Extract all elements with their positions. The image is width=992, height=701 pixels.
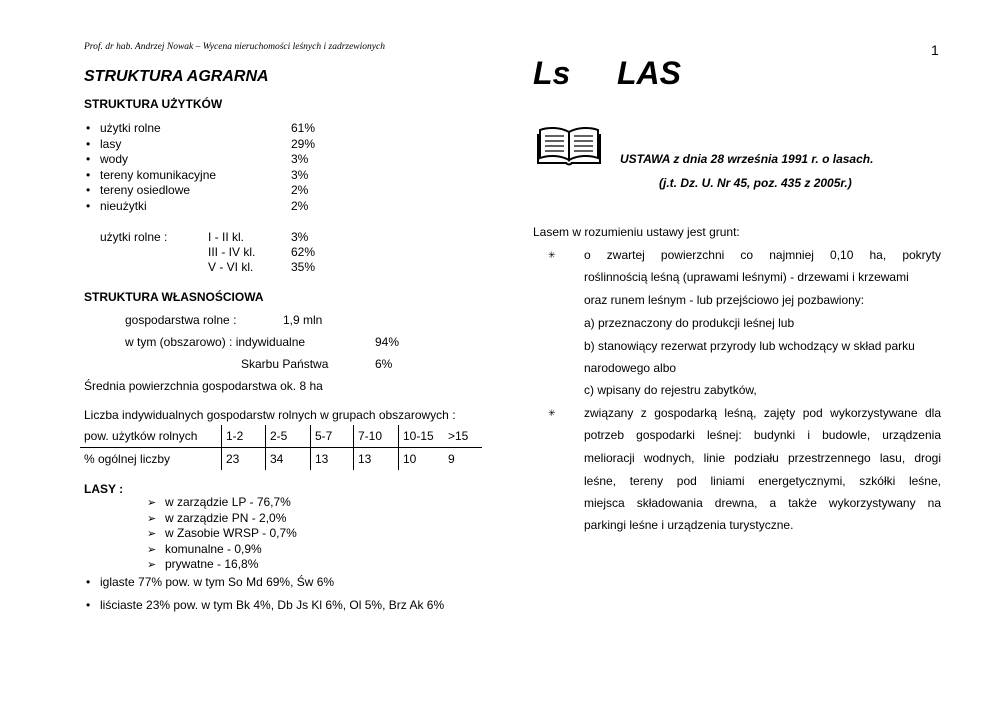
list-item: ➢ w Zasobie WRSP - 0,7% bbox=[147, 526, 297, 542]
asterisk-icon: ✳ bbox=[548, 250, 556, 260]
wtym-label: w tym (obszarowo) : indywidualne bbox=[125, 335, 306, 349]
arrow-icon: ➢ bbox=[147, 512, 157, 525]
definition-line: oraz runem leśnym - lub przejściowo jej pozbawiony: bbox=[584, 293, 865, 307]
table-row bbox=[80, 448, 482, 471]
skarb-label: Skarbu Państwa bbox=[241, 357, 329, 371]
table-cell: 34 bbox=[266, 448, 311, 471]
definition-line: miejsca składowania drewna, a także wykorzystywany na bbox=[584, 496, 941, 510]
classes-label: użytki rolne : bbox=[100, 230, 168, 244]
table-cell: 9 bbox=[448, 452, 455, 466]
table-cell: 13 bbox=[311, 448, 354, 471]
arrow-icon: ➢ bbox=[147, 559, 157, 571]
class-row: III - IV kl. bbox=[208, 245, 256, 259]
definition-line: roślinnością leśną (uprawami leśnymi) - drzewami i krzewami bbox=[584, 270, 909, 284]
asterisk-icon: ✳ bbox=[548, 408, 556, 418]
section-title: STRUKTURA AGRARNA bbox=[84, 68, 269, 85]
table-cell: 7-10 bbox=[354, 425, 399, 448]
arrow-icon: ➢ bbox=[147, 543, 157, 556]
definition-line: c) wpisany do rejestru zabytków, bbox=[584, 383, 757, 397]
wtym-value: 94% bbox=[375, 335, 400, 349]
table-cell: 10-15 bbox=[399, 425, 445, 448]
list-item: • tereny osiedlowe 2% bbox=[84, 183, 344, 199]
big-title-las: LAS bbox=[617, 55, 681, 91]
grupy-table bbox=[80, 425, 482, 470]
table-cell: 13 bbox=[354, 448, 399, 471]
class-row: V - VI kl. bbox=[208, 260, 254, 274]
lasy-arrow-list bbox=[147, 495, 297, 573]
definition-line: melioracji wodnych, linie podziału przestrzennego lasu, drogi bbox=[584, 451, 941, 465]
table-cell: 2-5 bbox=[266, 425, 311, 448]
list-item: • użytki rolne 61% bbox=[84, 121, 344, 137]
grupy-caption: Liczba indywidualnych gospodarstw rolnych w grupach obszarowych : bbox=[84, 408, 456, 422]
lasy-bullets bbox=[84, 575, 444, 614]
list-item: ➢ komunalne - 0,9% bbox=[147, 542, 297, 558]
big-title-ls: Ls bbox=[533, 55, 571, 91]
table-cell: pow. użytków rolnych bbox=[80, 425, 222, 448]
list-item: • iglaste 77% pow. w tym So Md 69%, Św 6% bbox=[84, 575, 444, 598]
srednia-text: Średnia powierzchnia gospodarstwa ok. 8 ha bbox=[84, 379, 323, 393]
definition-line: b) stanowiący rezerwat przyrody lub wchodzący w skład parku bbox=[584, 339, 915, 353]
table-cell: 23 bbox=[222, 448, 266, 471]
ustawa-line-1: USTAWA z dnia 28 września 1991 r. o lasach. bbox=[620, 152, 874, 166]
list-item: ➢ prywatne - 16,8% bbox=[147, 557, 297, 573]
arrow-icon: ➢ bbox=[147, 497, 157, 509]
page-number: 1 bbox=[931, 42, 939, 58]
table-row bbox=[80, 425, 482, 448]
class-value: 35% bbox=[291, 260, 316, 274]
table-cell: >15 bbox=[444, 425, 482, 448]
list-item: • liściaste 23% pow. w tym Bk 4%, Db Js Kl 6%, Ol 5%, Brz Ak 6% bbox=[84, 598, 444, 614]
gospodarstwa-value: 1,9 mln bbox=[283, 313, 323, 327]
definition-line: a) przeznaczony do produkcji leśnej lub bbox=[584, 316, 795, 330]
uzytki-list bbox=[84, 121, 344, 214]
gospodarstwa-label: gospodarstwa rolne : bbox=[125, 313, 237, 327]
lasy-heading: LASY : bbox=[84, 482, 124, 496]
definition-line: leśne, tereny pod liniami energetycznymi, szkółki leśne, bbox=[584, 474, 941, 488]
wlasnosc-heading: STRUKTURA WŁASNOŚCIOWA bbox=[84, 290, 264, 304]
definition-line: parkingi leśne i urządzenia turystyczne. bbox=[584, 518, 794, 532]
list-item: ➢ w zarządzie LP - 76,7% bbox=[147, 495, 297, 511]
definition-line: narodowego albo bbox=[584, 361, 677, 375]
list-item: • lasy 29% bbox=[84, 137, 344, 153]
class-value: 3% bbox=[291, 230, 309, 244]
table-cell: 5-7 bbox=[311, 425, 354, 448]
skarb-value: 6% bbox=[375, 357, 393, 371]
table-cell: % ogólnej liczby bbox=[84, 452, 171, 466]
running-title: Prof. dr hab. Andrzej Nowak – Wycena nieruchomości leśnych i zadrzewionych bbox=[84, 42, 385, 52]
class-row: I - II kl. bbox=[208, 230, 244, 244]
table-cell: 10 bbox=[399, 448, 445, 471]
list-item: • tereny komunikacyjne 3% bbox=[84, 168, 344, 184]
class-value: 62% bbox=[291, 245, 316, 259]
arrow-icon: ➢ bbox=[147, 528, 157, 540]
definition-line: potrzeb gospodarki leśnej: budynki i budowle, urządzenia bbox=[584, 428, 941, 442]
list-item: • wody 3% bbox=[84, 152, 344, 168]
ustawa-line-2: (j.t. Dz. U. Nr 45, poz. 435 z 2005r.) bbox=[659, 176, 852, 190]
uzytki-heading: STRUKTURA UŻYTKÓW bbox=[84, 97, 223, 111]
list-item: ➢ w zarządzie PN - 2,0% bbox=[147, 511, 297, 527]
definition-intro: Lasem w rozumieniu ustawy jest grunt: bbox=[533, 225, 740, 239]
book-icon bbox=[536, 124, 602, 166]
table-cell: 1-2 bbox=[222, 425, 266, 448]
definition-line: związany z gospodarką leśną, zajęty pod wykorzystywane dla bbox=[584, 406, 941, 420]
list-item: • nieużytki 2% bbox=[84, 199, 344, 215]
definition-line: o zwartej powierzchni co najmniej 0,10 ha, pokryty bbox=[584, 248, 941, 262]
